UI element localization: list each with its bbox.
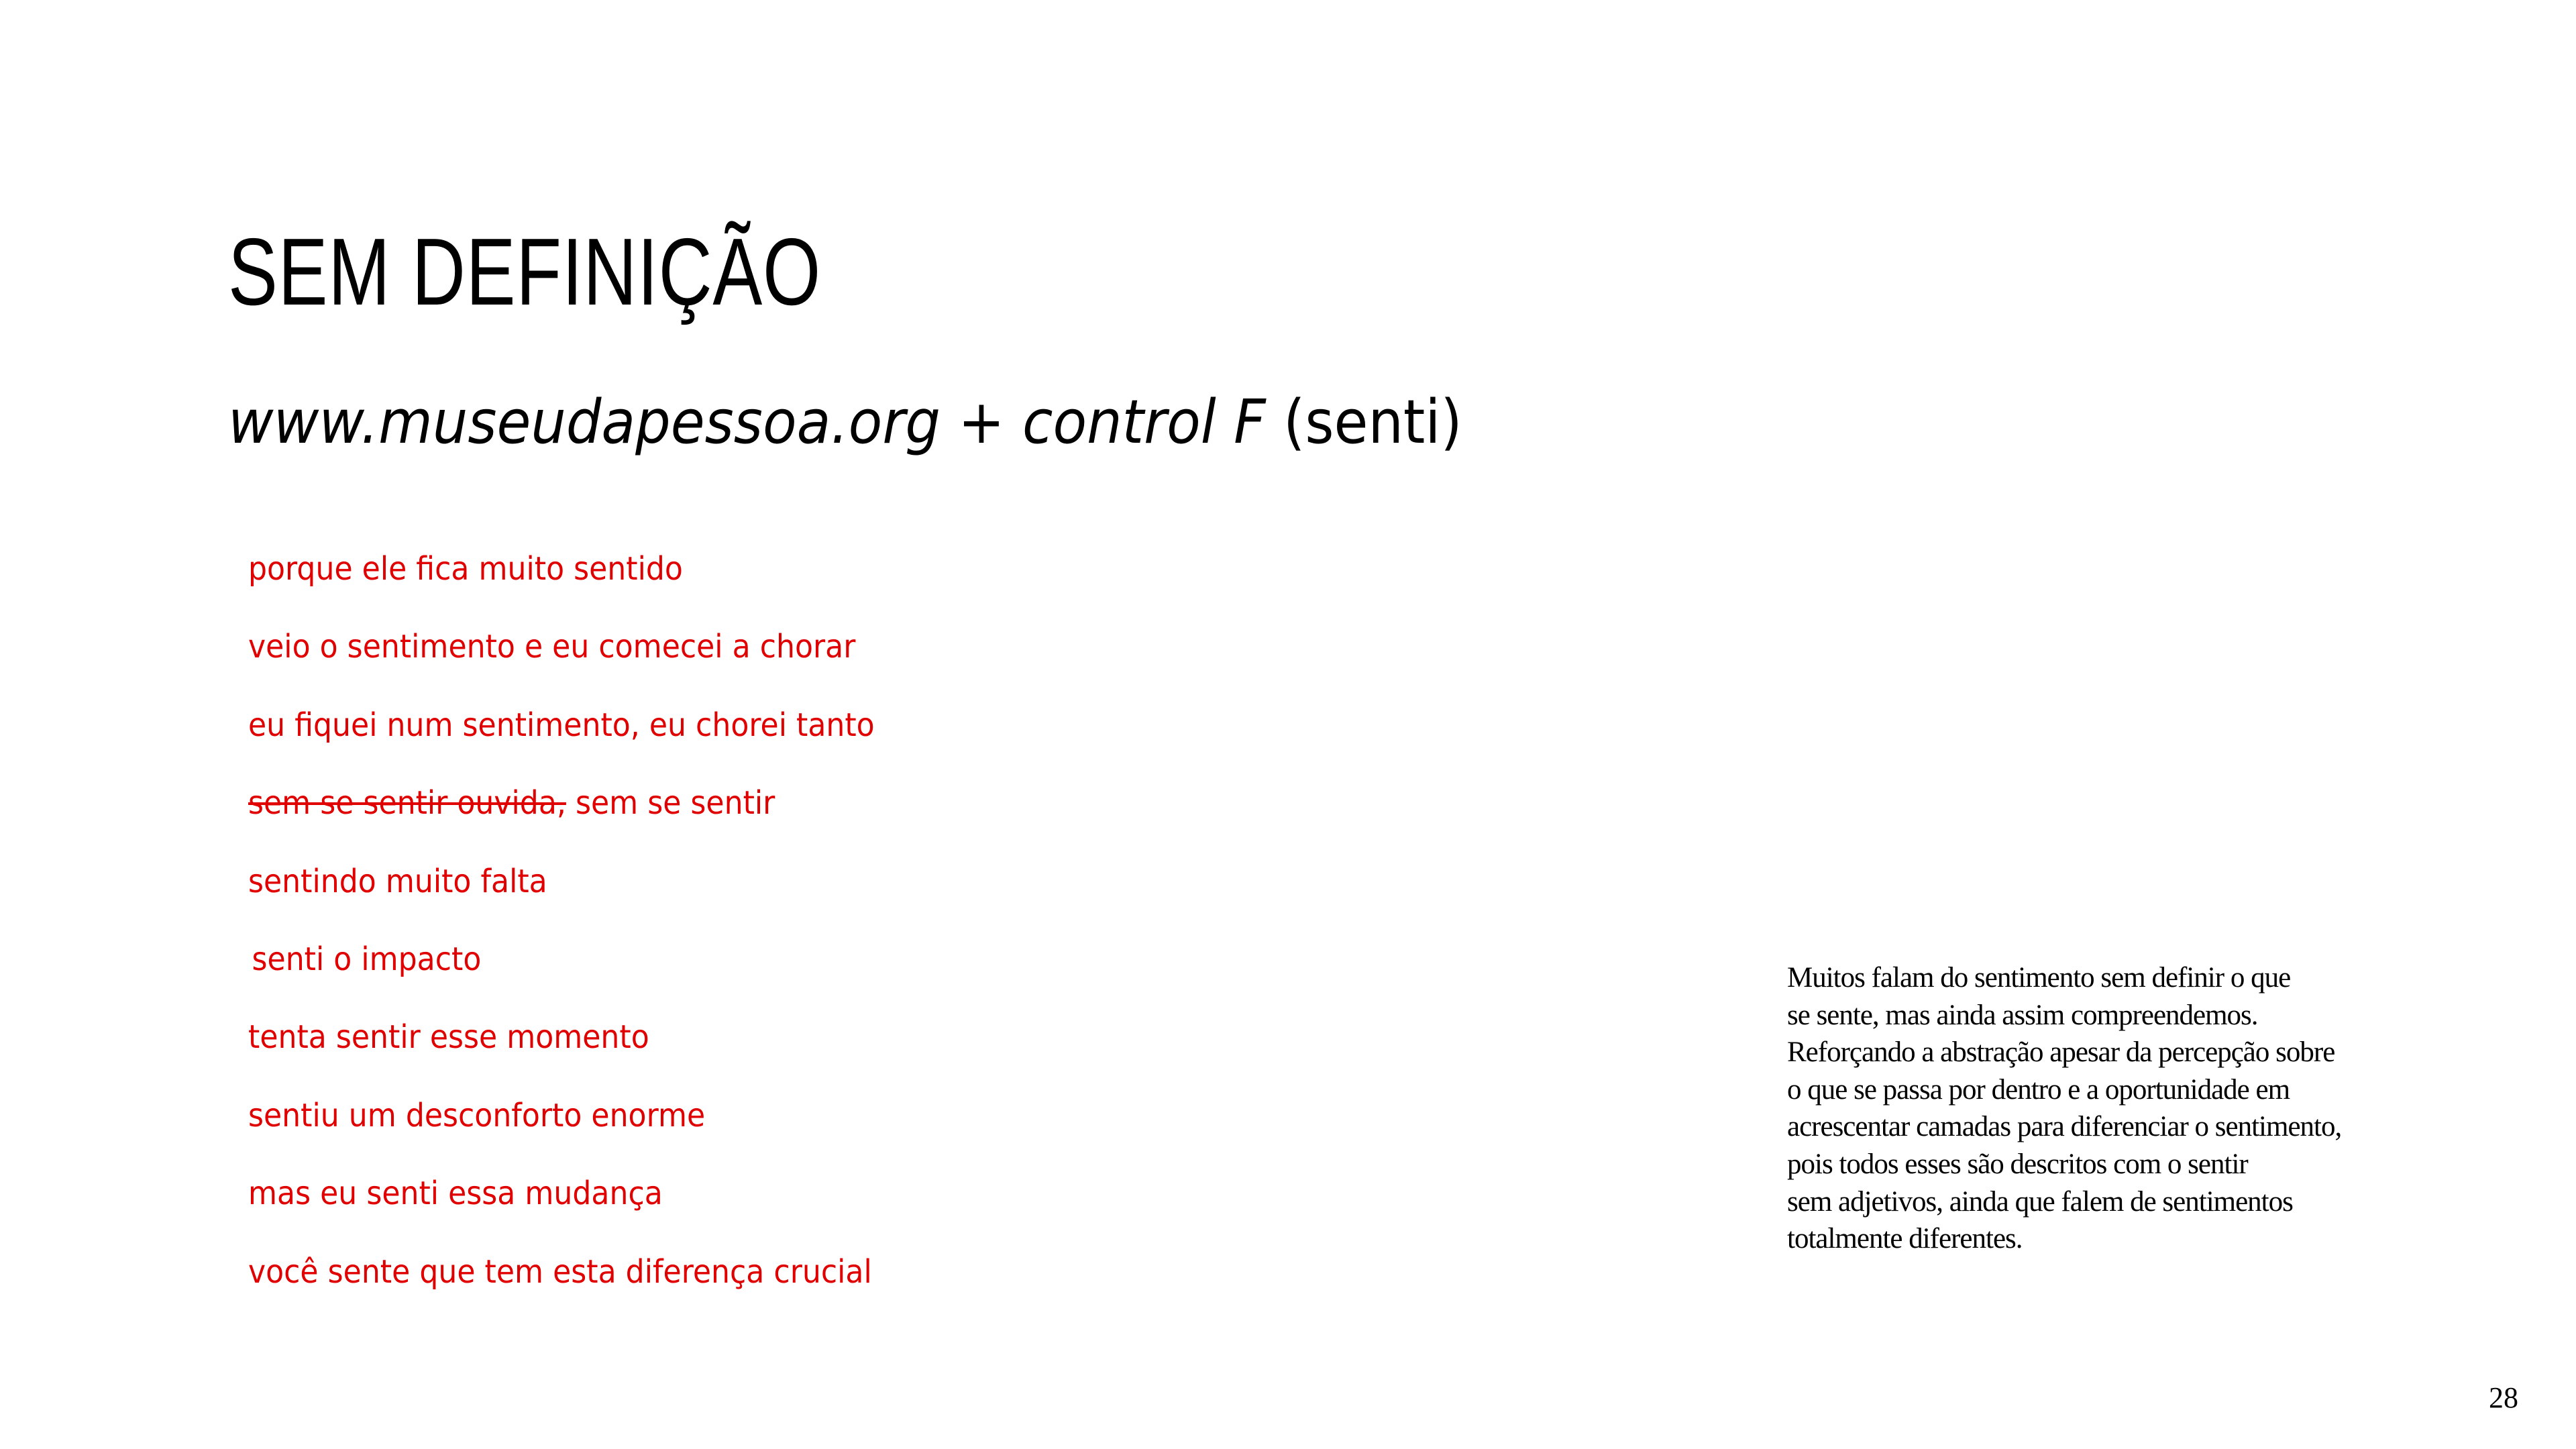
commentary-line: se sente, mas ainda assim compreendemos.	[1787, 999, 2258, 1031]
phrase-item: mas eu senti essa mudança	[248, 1175, 663, 1213]
commentary-paragraph	[1787, 959, 2458, 1258]
phrase-item: sentindo muito falta	[248, 862, 547, 900]
commentary-line: pois todos esses são descritos com o sentir	[1787, 1148, 2248, 1180]
subtitle-control: control F	[1022, 387, 1266, 458]
commentary-line: totalmente diferentes.	[1787, 1223, 2023, 1255]
commentary-line: sem adjetivos, ainda que falem de sentimentos	[1787, 1185, 2293, 1218]
phrase-item: sentiu um desconforto enorme	[248, 1096, 706, 1134]
page-title: SEM DEFINIÇÃO	[228, 219, 822, 325]
phrase-item: você sente que tem esta diferença crucial	[248, 1252, 872, 1291]
phrase-item	[248, 783, 875, 861]
phrase-item: tenta sentir esse momento	[248, 1018, 649, 1057]
subtitle	[228, 387, 1462, 458]
commentary-line: Muitos falam do sentimento sem definir o que	[1787, 962, 2291, 994]
subtitle-site: www.museudapessoa.org	[228, 387, 941, 458]
subtitle-term: (senti)	[1265, 387, 1462, 458]
phrase-item: veio o sentimento e eu comecei a chorar	[248, 628, 856, 666]
page-number: 28	[2489, 1381, 2518, 1414]
phrase-text: sem se sentir	[566, 784, 775, 822]
subtitle-plus: +	[940, 387, 1022, 458]
commentary-line: o que se passa por dentro e a oportunidade em	[1787, 1073, 2290, 1106]
phrase-item: porque ele fica muito sentido	[248, 550, 683, 588]
phrase-struck-text: sem se sentir ouvida,	[248, 784, 566, 822]
phrase-item: senti o impacto	[252, 940, 482, 978]
commentary-line: acrescentar camadas para diferenciar o sentimento,	[1787, 1111, 2342, 1143]
phrase-item: eu fiquei num sentimento, eu chorei tanto	[248, 706, 875, 744]
commentary-line: Reforçando a abstração apesar da percepção sobre	[1787, 1036, 2335, 1069]
phrase-list	[248, 549, 929, 1330]
